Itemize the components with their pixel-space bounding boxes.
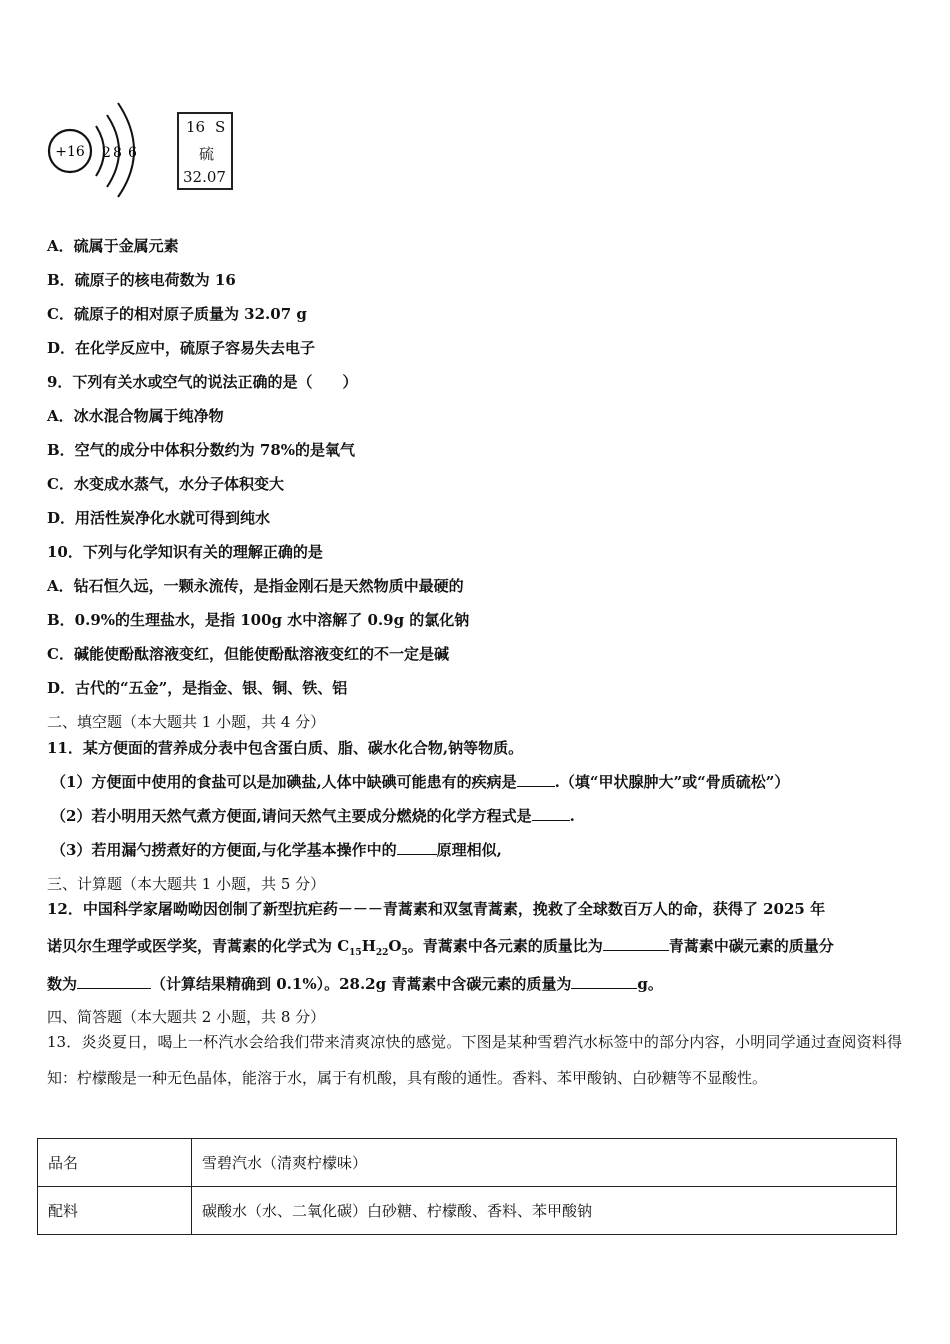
q12-line3	[47, 974, 663, 994]
q9-option-a: A．冰水混合物属于纯净物	[47, 407, 224, 425]
q12-line2-mid: 。青蒿素中各元素的质量比为	[407, 937, 603, 955]
q9-option-b: B．空气的成分中体积分数约为 78%的是氧气	[47, 441, 356, 459]
table-row	[38, 1139, 897, 1187]
q12-line3-mid: （计算结果精确到 0.1%）。28.2g 青蒿素中含碳元素的质量为	[151, 975, 572, 993]
answer-blank[interactable]	[77, 974, 151, 989]
nucleus-charge: +16	[55, 144, 85, 160]
element-number: 16	[186, 118, 206, 136]
q9-option-c: C．水变成水蒸气，水分子体积变大	[47, 475, 284, 493]
q12-line3-end: g。	[637, 975, 663, 993]
element-symbol: S	[215, 118, 226, 136]
q8-option-d: D．在化学反应中，硫原子容易失去电子	[47, 339, 316, 357]
sulfur-atom-diagram	[40, 98, 150, 198]
q11-part3	[51, 840, 502, 860]
q11-part2-end: .	[569, 807, 575, 825]
q11-part1	[51, 772, 789, 792]
q12-line1: 12．中国科学家屠呦呦因创制了新型抗疟药－－－青蒿素和双氢青蒿素，挽救了全球数百万人的命，获得了 2025 年	[47, 900, 826, 918]
q13-paragraph: 13．炎炎夏日，喝上一杯汽水会给我们带来清爽凉快的感觉。下图是某种雪碧汽水标签中的部分内容，小明同学通过查阅资料得知：柠檬酸是一种无色晶体，能溶于水，属于有机酸，具有酸的通性。香料、苯甲酸钠、白砂糖等不显酸性。	[47, 1033, 902, 1087]
q11-part1-hint: .（填“甲状腺肿大”或“骨质硫松”）	[554, 773, 790, 791]
section4-heading: 四、简答题（本大题共 2 小题，共 8 分）	[47, 1008, 326, 1026]
q8-option-c: C．硫原子的相对原子质量为 32.07 g	[47, 305, 307, 323]
q9-option-d: D．用活性炭净化水就可得到纯水	[47, 509, 271, 527]
q12-line3-start: 数为	[47, 975, 78, 993]
formula-h: H	[361, 937, 376, 955]
shell-electrons-2: 8	[113, 145, 122, 161]
q10-option-c: C．碱能使酚酞溶液变红，但能使酚酞溶液变红的不一定是碱	[47, 645, 449, 663]
q11-part2-text: （2）若小明用天然气煮方便面,请问天然气主要成分燃烧的化学方程式是	[51, 807, 532, 825]
q10-option-a: A．钻石恒久远，一颗永流传，是指金刚石是天然物质中最硬的	[47, 577, 464, 595]
q11-part2	[51, 806, 575, 826]
answer-blank[interactable]	[603, 936, 669, 951]
section2-heading: 二、填空题（本大题共 1 小题，共 4 分）	[47, 713, 326, 731]
q9-stem: 9．下列有关水或空气的说法正确的是（ ）	[47, 373, 358, 391]
formula-o: O	[388, 937, 402, 955]
answer-blank[interactable]	[532, 806, 570, 821]
table-row	[38, 1187, 897, 1235]
drink-label-table	[37, 1138, 897, 1235]
q8-option-b: B．硫原子的核电荷数为 16	[47, 271, 236, 289]
q12-line2-end: 青蒿素中碳元素的质量分	[668, 937, 834, 955]
q11-part3-text: （3）若用漏勺捞煮好的方便面,与化学基本操作中的	[51, 841, 397, 859]
table-key: 配料	[38, 1187, 192, 1235]
element-mass: 32.07	[183, 168, 226, 186]
q8-option-a: A．硫属于金属元素	[47, 237, 179, 255]
q11-stem: 11．某方便面的营养成分表中包含蛋白质、脂、碳水化合物,钠等物质。	[47, 739, 524, 757]
table-value: 雪碧汽水（清爽柠檬味）	[192, 1139, 897, 1187]
q10-option-b: B．0.9%的生理盐水，是指 100g 水中溶解了 0.9g 的氯化钠	[47, 611, 470, 629]
shell-electrons-3: 6	[128, 145, 137, 161]
element-card	[177, 112, 233, 190]
element-name: 硫	[199, 145, 215, 163]
section3-heading: 三、计算题（本大题共 1 小题，共 5 分）	[47, 875, 326, 893]
table-value: 碳酸水（水、二氧化碳）白砂糖、柠檬酸、香料、苯甲酸钠	[192, 1187, 897, 1235]
q11-part1-text: （1）方便面中使用的食盐可以是加碘盐,人体中缺碘可能患有的疾病是	[51, 773, 517, 791]
formula-sub-h: 22	[375, 948, 389, 958]
q11-part3-end: 原理相似,	[436, 841, 502, 859]
q10-option-d: D．古代的“五金”，是指金、银、铜、铁、铝	[47, 679, 348, 697]
table-key: 品名	[38, 1139, 192, 1187]
answer-blank[interactable]	[571, 974, 637, 989]
shell-electrons-1: 2	[102, 145, 111, 161]
q12-line2	[47, 936, 834, 956]
formula-sub-o: 5	[401, 948, 408, 958]
q12-line2-text: 诺贝尔生理学或医学奖，青蒿素的化学式为 C	[47, 937, 350, 955]
q10-stem: 10．下列与化学知识有关的理解正确的是	[47, 543, 323, 561]
answer-blank[interactable]	[517, 772, 555, 787]
answer-blank[interactable]	[397, 840, 437, 855]
formula-sub-c: 15	[349, 948, 362, 958]
